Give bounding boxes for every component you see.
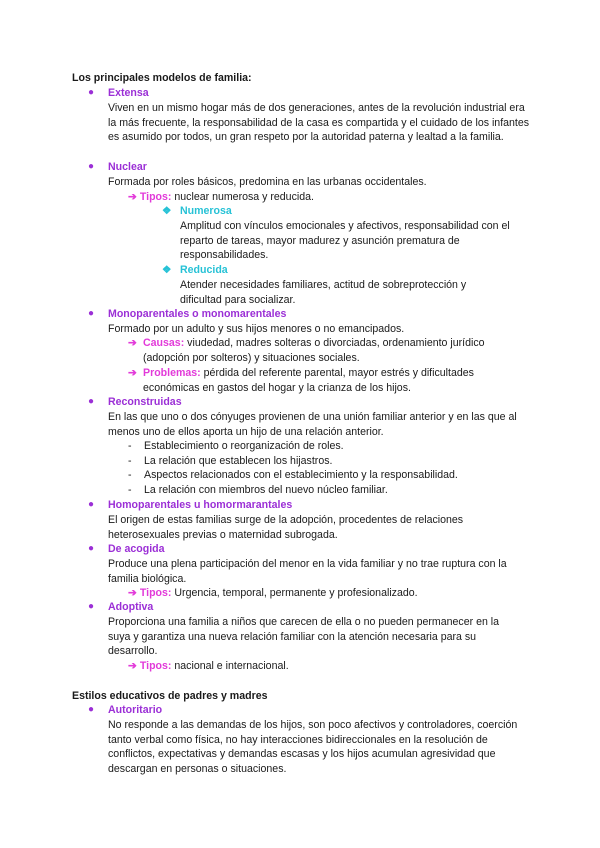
dash-marker: - xyxy=(128,440,132,452)
homoparentales-text: El origen de estas familias surge de la adopción, procedentes de relaciones heterosexuales previas o maternidad subrogada. xyxy=(108,514,464,541)
monoparentales-text: Formado por un adulto y sus hijos menores o no emancipados. xyxy=(108,323,405,335)
bullet-icon: ● xyxy=(88,308,95,319)
list-item: Establecimiento o reorganización de roles. xyxy=(144,440,344,452)
adoptiva-label: Adoptiva xyxy=(108,601,154,613)
causas-text: viudedad, madres solteras o divorciadas, ordenamiento jurídico (adopción por solteros) y situaciones sociales. xyxy=(143,337,485,364)
dash-marker: - xyxy=(128,484,132,496)
bullet-icon: ● xyxy=(88,704,95,715)
tipos-label: Tipos: xyxy=(139,191,172,203)
reducida-label: Reducida xyxy=(180,264,228,276)
section-title: Estilos educativos de padres y madres xyxy=(72,690,268,702)
arrow-icon: ➔ xyxy=(128,367,137,379)
section-title: Los principales modelos de familia: xyxy=(72,72,252,84)
causas-label: Causas: xyxy=(143,337,185,349)
tipos-label: Tipos: xyxy=(139,660,172,672)
numerosa-text: Amplitud con vínculos emocionales y afectivos, responsabilidad con el reparto de tareas, mayor madurez y asunción prematura de responsabilidades. xyxy=(180,220,510,262)
acogida-tipos xyxy=(128,586,418,601)
bullet-icon: ● xyxy=(88,87,95,98)
bullet-icon: ● xyxy=(88,161,95,172)
nuclear-label: Nuclear xyxy=(108,161,147,173)
adoptiva-tipos xyxy=(128,659,289,674)
problemas-text: pérdida del referente parental, mayor estrés y dificultades económicas en gastos del hogar y la crianza de los hijos. xyxy=(143,367,474,394)
bullet-icon: ● xyxy=(88,499,95,510)
list-item: La relación con miembros del nuevo núcleo familiar. xyxy=(144,484,388,496)
dash-marker: - xyxy=(128,469,132,481)
autoritario-label: Autoritario xyxy=(108,704,163,716)
numerosa-label: Numerosa xyxy=(180,205,232,217)
arrow-icon: ➔ xyxy=(128,337,137,349)
arrow-icon: ➔ xyxy=(128,587,137,599)
causas xyxy=(143,336,513,365)
nuclear-text: Formada por roles básicos, predomina en las urbanas occidentales. xyxy=(108,176,427,188)
bullet-icon: ● xyxy=(88,601,95,612)
homoparentales-label: Homoparentales u homormarantales xyxy=(108,499,293,511)
list-item: La relación que establecen los hijastros. xyxy=(144,455,333,467)
tipos-text: nacional e internacional. xyxy=(174,660,289,672)
diamond-icon: ❖ xyxy=(162,205,172,217)
bullet-icon: ● xyxy=(88,543,95,554)
tipos-text: nuclear numerosa y reducida. xyxy=(174,191,314,203)
dash-marker: - xyxy=(128,455,132,467)
problemas xyxy=(143,366,513,395)
acogida-text: Produce una plena participación del menor en la vida familiar y no trae ruptura con la familia biológica. xyxy=(108,558,507,585)
reconstruidas-text: En las que uno o dos cónyuges provienen de una unión familiar anterior y en las que al menos uno de ellos aporta un hijo de una relación anterior. xyxy=(108,411,517,438)
autoritario-text: No responde a las demandas de los hijos, son poco afectivos y controladores, coerción tanto verbal como física, no hay interacciones bidireccionales en la resolución de conflictos, expectativas y demandas escasas y los hijos acumulan agresividad que descargan en personas o situaciones. xyxy=(108,719,518,776)
adoptiva-text: Proporciona una familia a niños que carecen de ella o no pueden permanecer en la suya y garantiza una nueva relación familiar con la atención necesaria para su desarrollo. xyxy=(108,616,500,658)
acogida-label: De acogida xyxy=(108,543,165,555)
extensa-text: Viven en un mismo hogar más de dos generaciones, antes de la revolución industrial era la más frecuente, la responsabilidad de la casa es compartida y el cuidado de los infantes es asumido por todos, un gran respeto por la autoridad paterna y lealtad a la familia. xyxy=(108,102,530,144)
extensa-label: Extensa xyxy=(108,87,149,99)
tipos-text: Urgencia, temporal, permanente y profesionalizado. xyxy=(174,587,418,599)
arrow-icon: ➔ xyxy=(128,191,137,203)
reconstruidas-label: Reconstruidas xyxy=(108,396,182,408)
tipos-label: Tipos: xyxy=(139,587,172,599)
bullet-icon: ● xyxy=(88,396,95,407)
monoparentales-label: Monoparentales o monomarentales xyxy=(108,308,287,320)
arrow-icon: ➔ xyxy=(128,660,137,672)
nuclear-tipos xyxy=(128,190,314,205)
diamond-icon: ❖ xyxy=(162,264,172,276)
list-item: Aspectos relacionados con el establecimiento y la responsabilidad. xyxy=(144,469,458,481)
problemas-label: Problemas: xyxy=(143,367,201,379)
reducida-text: Atender necesidades familiares, actitud de sobreprotección y dificultad para socializar. xyxy=(180,279,467,306)
